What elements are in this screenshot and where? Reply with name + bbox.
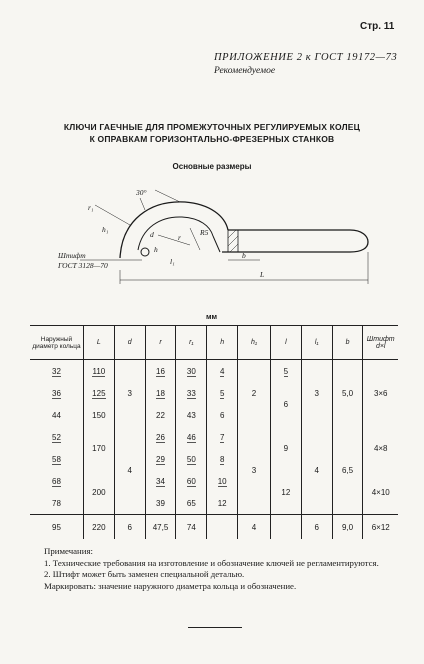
table-row <box>30 360 398 383</box>
cell-r1: 50 <box>186 454 196 464</box>
cell-l: 5 <box>283 366 289 376</box>
cell-pin: 3×6 <box>363 360 398 427</box>
wrench-handle <box>222 230 368 252</box>
cell-L: 170 <box>83 426 114 470</box>
note-2: 2. Штифт может быть заменен специальной деталью. <box>44 569 245 579</box>
cell-diameter: 58 <box>52 454 61 464</box>
section-subtitle: Основные размеры <box>172 162 252 171</box>
end-rule <box>188 627 242 628</box>
header-L: L <box>83 326 114 360</box>
cell-r: 18 <box>156 388 165 398</box>
cell-h1: 2 <box>238 360 271 427</box>
document-title-line-2: К ОПРАВКАМ ГОРИЗОНТАЛЬНО-ФРЕЗЕРНЫХ СТАНКОВ <box>89 134 335 144</box>
page-number: Стр. 11 <box>360 21 395 32</box>
cell-r: 16 <box>156 366 165 376</box>
cell-diameter: 95 <box>30 515 83 540</box>
table-row <box>30 515 398 540</box>
cell-h: 7 <box>219 432 225 442</box>
cell-r1: 74 <box>176 515 207 540</box>
header-diameter: Наружный диаметр кольца <box>30 326 83 360</box>
cell-l: 9 <box>270 426 301 470</box>
cell-r: 29 <box>156 454 165 464</box>
cell-h: 4 <box>219 366 225 376</box>
cell-b: 9,0 <box>332 515 363 540</box>
cell-h: 8 <box>219 454 225 464</box>
header-r: r <box>145 326 176 360</box>
notes-block <box>44 546 384 592</box>
L-label: L <box>260 270 265 279</box>
cell-b: 6,5 <box>332 426 363 515</box>
marking-note: Маркировать: значение наружного диаметра кольца и обозначение. <box>44 580 297 591</box>
unit-label: мм <box>206 312 218 321</box>
cell-L: 200 <box>83 470 114 515</box>
wrench-drawing <box>50 180 380 290</box>
wrench-head-outline <box>120 202 228 258</box>
header-pin: Штифт d×l <box>363 326 398 360</box>
cell-diameter: 78 <box>52 498 61 508</box>
cell-diameter: 36 <box>52 388 61 398</box>
cell-pin: 4×8 <box>363 426 398 470</box>
cell-h <box>207 515 238 540</box>
header-h: h <box>207 326 238 360</box>
b-label: b <box>242 251 246 260</box>
cell-r1: 43 <box>176 404 207 426</box>
h1-label: h₁ <box>102 225 109 234</box>
cell-L: 125 <box>92 388 106 398</box>
cell-L: 220 <box>83 515 114 540</box>
dimensions-table <box>30 325 398 539</box>
header-r1: r₁ <box>176 326 207 360</box>
cell-diameter: 32 <box>52 366 61 376</box>
cell-h1: 3 <box>238 426 271 515</box>
cell-r1: 60 <box>186 476 196 486</box>
cell-l: 12 <box>270 470 301 515</box>
cell-d: 3 <box>114 360 145 427</box>
l1-label: l₁ <box>170 257 175 266</box>
cell-h: 6 <box>207 404 238 426</box>
notes-heading: Примечания: <box>44 546 93 556</box>
h-label: h <box>154 245 158 254</box>
pin-standard-label: ГОСТ 3128—70 <box>58 261 108 270</box>
cell-d: 6 <box>114 515 145 540</box>
cell-h: 10 <box>217 476 227 486</box>
status-label: Рекомендуемое <box>214 66 276 76</box>
cell-r: 39 <box>145 492 176 515</box>
header-l: l <box>270 326 301 360</box>
r5-label: R5 <box>200 228 209 237</box>
cell-pin: 4×10 <box>363 470 398 515</box>
header-l1: l₁ <box>301 326 332 360</box>
document-title-line-1: КЛЮЧИ ГАЕЧНЫЕ ДЛЯ ПРОМЕЖУТОЧНЫХ РЕГУЛИРУЕМЫХ КОЛЕЦ <box>63 122 361 132</box>
cell-pin: 6×12 <box>363 515 398 540</box>
cell-h: 5 <box>219 388 225 398</box>
cell-L: 110 <box>92 366 106 376</box>
cell-r1: 46 <box>186 432 196 442</box>
cell-diameter: 68 <box>52 476 61 486</box>
cell-h1: 4 <box>238 515 271 540</box>
table-row <box>30 426 398 448</box>
table-header-row <box>30 326 398 360</box>
cell-r: 34 <box>156 476 165 486</box>
cell-r1: 33 <box>186 388 196 398</box>
cell-diameter: 52 <box>52 432 61 442</box>
cell-h: 12 <box>207 492 238 515</box>
cell-l1: 4 <box>301 426 332 515</box>
cell-l1: 6 <box>301 515 332 540</box>
pin-label: Штифт <box>58 251 86 260</box>
cell-r1: 30 <box>186 366 196 376</box>
r-label: r <box>178 233 181 242</box>
cell-L: 150 <box>83 404 114 426</box>
cell-r1: 65 <box>176 492 207 515</box>
cell-d: 4 <box>114 426 145 515</box>
cell-r: 22 <box>145 404 176 426</box>
appendix-heading: ПРИЛОЖЕНИЕ 2 к ГОСТ 19172—73 <box>214 52 398 63</box>
r1-label: r₁ <box>88 203 94 212</box>
cell-b: 5,0 <box>332 360 363 427</box>
cell-l1: 3 <box>301 360 332 427</box>
cell-diameter: 44 <box>52 410 61 420</box>
note-1: 1. Технические требования на изготовление и обозначение ключей не регламентируются. <box>44 557 379 568</box>
cell-l <box>270 515 301 540</box>
cell-l: 6 <box>270 382 301 426</box>
header-d: d <box>114 326 145 360</box>
angle-label: 30° <box>136 188 147 197</box>
cell-r: 26 <box>156 432 165 442</box>
d-label: d <box>150 230 154 239</box>
cell-r: 47,5 <box>145 515 176 540</box>
pin-circle <box>141 248 149 256</box>
header-b: b <box>332 326 363 360</box>
header-h1: h₁ <box>238 326 271 360</box>
